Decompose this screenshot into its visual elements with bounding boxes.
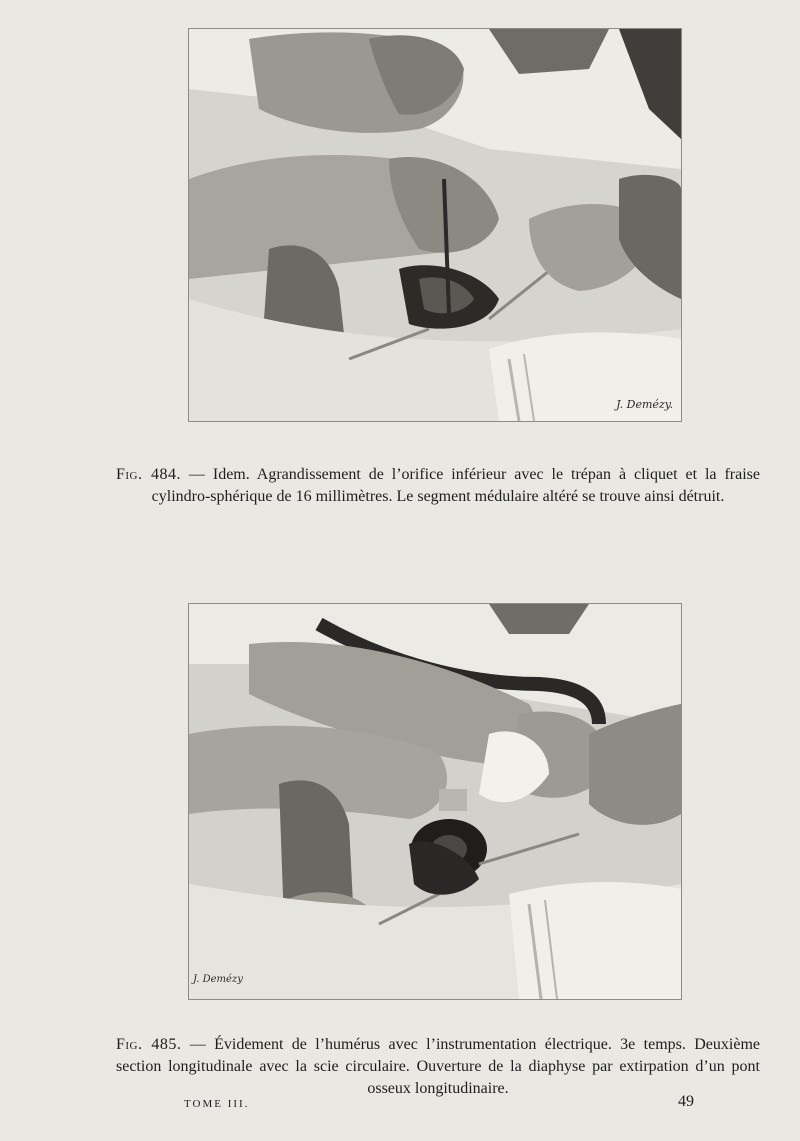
artist-signature: J. Demézy xyxy=(193,974,243,985)
figure-484-caption-text: — Idem. Agrandissement de l’orifice inférieur avec le trépan à cliquet et la fraise cylindro-sphérique de 16 millimètres. Le segment médulaire altéré se trouve ainsi détruit. xyxy=(151,466,761,505)
artist-signature: J. Demézy. xyxy=(616,398,673,411)
surgery-photo-484-illustration xyxy=(189,29,681,421)
figure-484-caption xyxy=(116,464,760,508)
page-number: 49 xyxy=(678,1093,694,1110)
figure-485-caption xyxy=(116,1034,760,1100)
figure-485-label: Fig. 485. xyxy=(116,1036,182,1053)
volume-label: TOME III. xyxy=(184,1098,250,1110)
figure-484-label: Fig. 484. xyxy=(116,466,181,483)
figure-485-photo xyxy=(188,603,682,1000)
surgery-photo-485-illustration xyxy=(189,604,681,999)
figure-485-caption-text: — Évidement de l’humérus avec l’instrumentation électrique. 3e temps. Deuxième section longitudinale avec la scie circulaire. Ouverture de la diaphyse par extirpation d’un pont osseux longitudinaire. xyxy=(116,1036,760,1097)
figure-484-photo xyxy=(188,28,682,422)
